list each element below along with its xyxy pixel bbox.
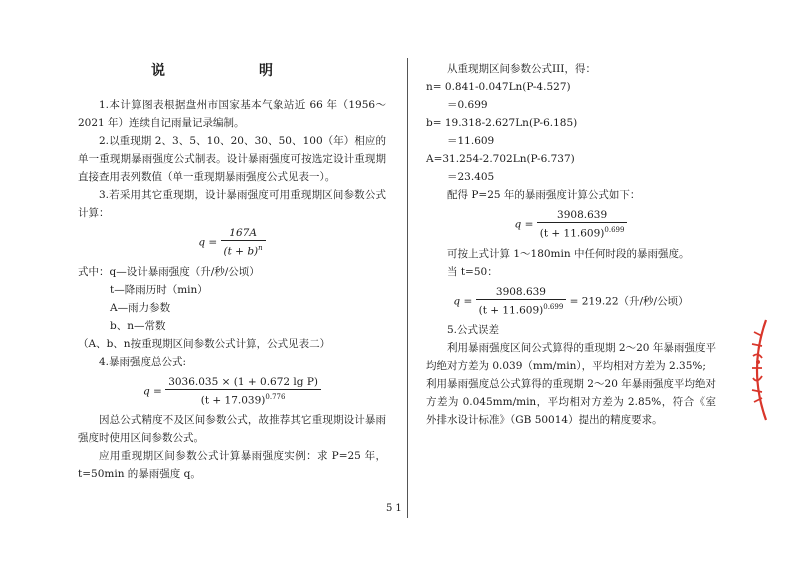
formula-fraction: [165, 375, 321, 408]
right-line-8: 配得 P=25 年的暴雨强度计算公式如下：: [447, 189, 641, 201]
formula-numerator: 3908.639: [476, 285, 567, 300]
right-line-12: 利用暴雨强度区间公式算得的重现期 2～20 年暴雨强度平均绝对方差为 0.039（mm/min），平均相对方差为 2.35%;: [426, 342, 716, 372]
paragraph-3: 3.若采用其它重现期，设计暴雨强度可用重现期区间参数公式计算：: [78, 189, 386, 219]
formula-interval: [78, 226, 386, 259]
right-column: [426, 60, 716, 429]
column-divider: [407, 58, 408, 518]
paragraph-1: 1.本计算图表根据盘州市国家基本气象站近 66 年（1956～2021 年）连续自记雨量记录编制。: [78, 99, 386, 129]
seal-stamp-icon: [744, 318, 774, 422]
formula-t50: [426, 285, 716, 318]
page-number: 51: [386, 503, 405, 514]
param-n: n= 0.841-0.047Ln(P-4.527): [426, 81, 571, 93]
formula-exponent: 0.699: [604, 226, 625, 234]
formula-denominator: [165, 390, 321, 408]
formula-exponent: 0.699: [543, 302, 564, 311]
paragraph-6: 应用重现期区间参数公式计算暴雨强度实例：求 P=25 年，t=50min 的暴雨强度 q。: [78, 450, 386, 480]
param-n-value: ＝0.699: [447, 99, 488, 111]
formula-base: (t + 17.039): [200, 394, 266, 406]
definition-intro: [78, 263, 386, 281]
formula-base: (t + 11.609): [539, 227, 605, 240]
formula-fraction: [476, 285, 567, 318]
def-note: （A、b、n按重现期区间参数公式计算，公式见表二）: [78, 337, 331, 350]
def-a: A—雨力参数: [110, 301, 171, 314]
page-title: 说 明: [151, 63, 313, 79]
formula-denominator: [476, 300, 567, 318]
formula-lhs: q =: [198, 236, 218, 249]
formula-exponent: n: [258, 244, 263, 252]
paragraph-4: 4.暴雨强度总公式:: [99, 355, 187, 368]
formula-denominator: [221, 241, 266, 259]
def-bn: b、n—常数: [110, 319, 166, 332]
def-t: t—降雨历时（min）: [110, 283, 208, 296]
formula-numerator: 3908.639: [537, 208, 628, 223]
formula-denominator: [537, 223, 628, 241]
formula-exponent: 0.776: [265, 392, 286, 401]
formula-fraction: [537, 208, 628, 241]
formula-lhs: q =: [142, 384, 162, 397]
right-line-1: 从重现期区间参数公式III，得：: [447, 63, 596, 75]
section-5-heading: 5.公式误差: [447, 324, 500, 336]
right-line-10: 当 t=50：: [447, 265, 498, 278]
formula-result: = 219.22（升/秒/公顷）: [569, 294, 689, 307]
formula-p25: [426, 208, 716, 241]
formula-numerator: 3036.035 × (1 + 0.672 lg P): [165, 375, 321, 390]
formula-base: (t + 11.609): [478, 304, 544, 316]
formula-base: (t + b): [223, 245, 259, 258]
formula-lhs: q =: [514, 218, 534, 231]
left-column: [78, 60, 386, 483]
formula-total: [78, 375, 386, 408]
def-q: q—设计暴雨强度（升/秒/公顷）: [109, 265, 260, 278]
param-a: A=31.254-2.702Ln(P-6.737): [426, 153, 575, 165]
formula-numerator: 167A: [221, 226, 266, 241]
param-b-value: ＝11.609: [447, 135, 495, 147]
param-b: b= 19.318-2.627Ln(P-6.185): [426, 117, 578, 129]
param-a-value: ＝23.405: [447, 171, 495, 183]
def-intro-label: 式中：: [78, 265, 110, 278]
right-line-13: 利用暴雨强度总公式算得的重现期 2～20 年暴雨强度平均绝对方差为 0.045mm/min，平均相对方差为 2.85%，符合《室外排水设计标准》（GB 50014）提出的精度要求。: [426, 378, 716, 426]
right-line-9: 可按上式计算 1～180min 中任何时段的暴雨强度。: [447, 247, 690, 260]
formula-fraction: [221, 226, 266, 259]
paragraph-5: 因总公式精度不及区间参数公式，故推荐其它重现期设计暴雨强度时使用区间参数公式。: [78, 414, 386, 444]
paragraph-2: 2.以重现期 2、3、5、10、20、30、50、100（年）相应的单一重现期暴雨强度公式制表。设计暴雨强度可按选定设计重现期直接查用表列数值（单一重现期暴雨强度公式见表一）。: [78, 135, 386, 183]
formula-lhs: q =: [453, 294, 473, 307]
